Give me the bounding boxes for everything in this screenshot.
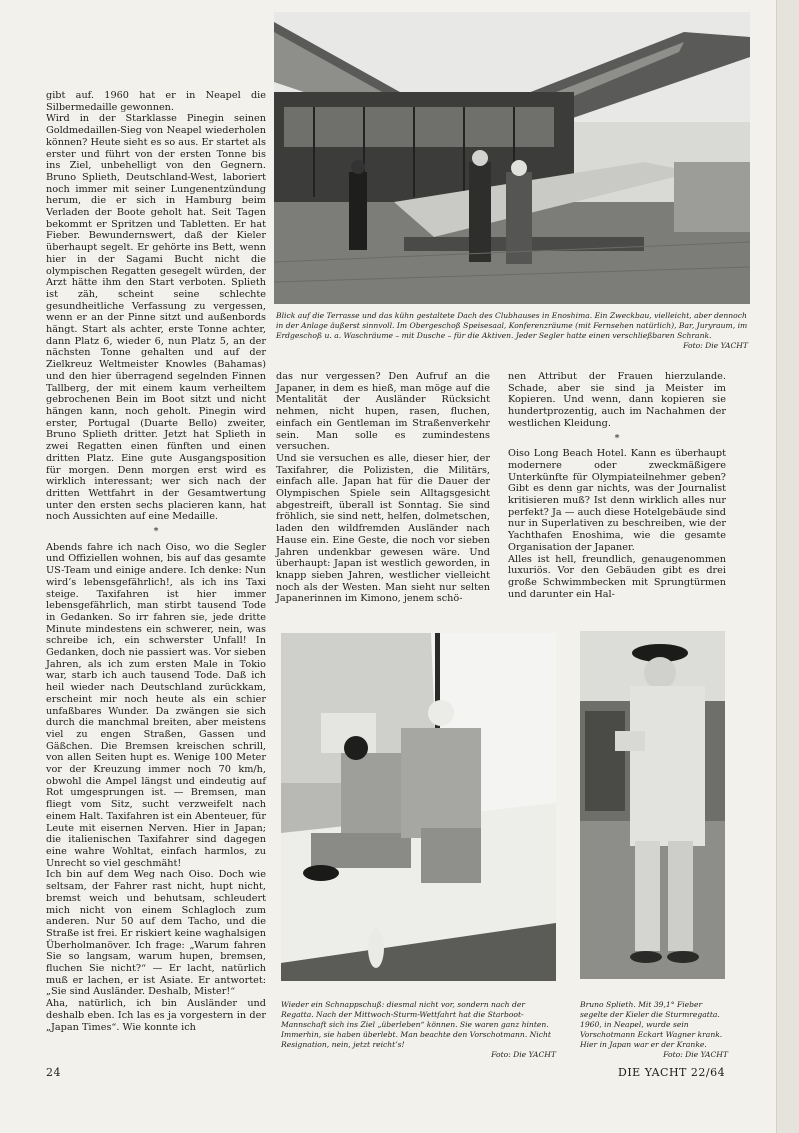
paragraph: Und sie versuchen es alle, dieser hier, der Taxifahrer, die Polizisten, die Militärs, einfach alle. Japan hat für die Dauer der Olympischen Spiele sein Alltagsgesicht abgestreift, überall ist Sonntag. Sie sind fröhlich, sie sind nett, helfen, dolmetschen, laden den wildfremden Ausländer nach Hause ein. Eine Geste, die noch vor sieben Jahren undenkbar gewesen wäre. Und überhaupt: Japan ist westlich geworden, in knapp sieben Jahren, westlicher vielleicht noch als der Westen. Man sieht nur selten Japanerinnen im Kimono, jenem schö-	[276, 452, 490, 605]
section-separator: *	[614, 432, 620, 444]
magazine-issue: DIE YACHT 22/64	[618, 1066, 726, 1079]
splieth-portrait-photo	[580, 631, 725, 979]
article-column-left	[46, 90, 266, 1033]
paragraph: Alles ist hell, freundlich, genaugenommen luxuriös. Vor den Gebäuden gibt es drei große Schwimmbecken mit Sprungtürmen und darunter ein Hal-	[508, 553, 726, 600]
star-boat-caption	[281, 1000, 556, 1060]
article-column-middle	[276, 371, 490, 605]
page-number: 24	[46, 1066, 61, 1079]
page-edge	[776, 0, 799, 1133]
paragraph: gibt auf. 1960 hat er in Neapel die Silbermedaille gewonnen.	[46, 90, 266, 113]
paragraph: Ich bin auf dem Weg nach Oiso. Doch wie seltsam, der Fahrer rast nicht, hupt nicht, bremst weich und behutsam, schleudert mich nicht von einem Schlagloch zum anderen. Nur 50 auf dem Tacho, und die Straße ist frei. Er riskiert keine waghalsigen Überholmanöver. Ich frage: „Warum fahren Sie so langsam, warum hupen, bremsen, fluchen Sie nicht?“ — Er lacht, natürlich muß er lachen, er ist Asiate. Er antwortet: „Sie sind Ausländer. Deshalb, Mister!“	[46, 869, 266, 998]
section-separator: *	[153, 526, 159, 538]
paragraph: Abends fahre ich nach Oiso, wo die Segler und Offiziellen wohnen, bis auf das gesamte US-Team und einige andere. Ich denke: Nun wird’s lebensgefährlich!, als ich ins Taxi steige. Taxifahren ist hier immer lebensgefährlich, man stirbt tausend Tode in Gedanken. So irr fahren sie, jede dritte Minute mindestens ein schwerer, nein, was schreibe ich, ein schwerster Unfall! In Gedanken, doch nie passiert was. Vor sieben Jahren, als ich zum ersten Male in Tokio war, starb ich auch tausend Tode. Daß ich heil wieder nach Deutschland zurückkam, erscheint mir noch heute als ein schier unfaßbares Wunder. Da zwängen sie sich durch die manchmal breiten, aber meistens viel zu engen Straßen, Gassen und Gäßchen. Die Bremsen kreischen schrill, von allen Seiten hupt es. Wenige 100 Meter vor der Kreuzung immer noch 70 km/h, obwohl die Ampel längst und eindeutig auf Rot umgesprungen ist. — Bremsen, man fliegt vom Sitz, sucht verzweifelt nach einem Halt. Taxifahren ist ein Abenteuer, für Leute mit eisernen Nerven. Hier in Japan; die italienischen Taxifahrer sind dagegen eine wahre Wohltat, einfach harmlos, zu Unrecht so viel geschmäht!	[46, 541, 266, 869]
clubhouse-photo	[274, 12, 750, 304]
splieth-portrait-caption-text: Bruno Splieth. Mit 39,1° Fieber segelte der Kieler die Sturmregatta. 1960, in Neapel, wurde sein Vorschotmann Eckart Wagner krank. Hier in Japan war er der Kranke.	[580, 1000, 723, 1049]
paragraph: Wird in der Starklasse Pinegin seinen Goldmedaillen-Sieg von Neapel wiederholen können? Heute sieht es so aus. Er startet als erster und führt von der ersten Tonne bis ins Ziel, unbehelligt von den Gegnern. Bruno Splieth, Deutschland-West, laboriert noch immer mit seiner Lungenentzündung herum, die er sich in Hamburg beim Verladen der Boote geholt hat. Seit Tagen bekommt er Spritzen und Tabletten. Er hat Fieber. Bewundernswert, daß der Kieler überhaupt segelt. Er gehörte ins Bett, wenn hier in der Sagami Bucht nicht die olympischen Regatten gesegelt würden, der Arzt hätte ihm den Start verboten. Splieth ist zäh, scheint seine schlechte gesundheitliche Verfassung zu vergessen, wenn er an der Pinne sitzt und außenbords hängt. Start als achter, erste Tonne achter, dann Platz 6, wieder 6, nun Platz 5, an der nächsten Tonne gehalten und auf der Zielkreuz Weltmeister Knowles (Bahamas) und den hier überragend segelnden Finnen Tallberg, der mit einem kaum verheiltem gebrochenen Bein im Boot sitzt und nicht hängen kann, noch geholt. Pinegin wird erster, Portugal (Duarte Bello) zweiter, Bruno Splieth dritter. Jetzt hat Splieth in zwei Regatten einen fünften und einen dritten Platz. Eine gute Ausgangsposition für morgen. Denn morgen erst wird es wirklich interessant; wer sich nach der dritten Wettfahrt in der Gesamtwertung unter den ersten sechs placieren kann, hat noch Aussichten auf eine Medaille.	[46, 113, 266, 523]
article-column-right	[508, 371, 726, 600]
clubhouse-caption	[276, 311, 748, 351]
splieth-portrait-caption	[580, 1000, 728, 1060]
paragraph: Oiso Long Beach Hotel. Kann es überhaupt modernere oder zweckmäßigere Unterkünfte für Olympiateilnehmer geben? Gibt es denn gar nichts, was der Journalist kritisieren muß? Ist denn wirklich alles nur perfekt? Ja — auch diese Hotelgebäude sind nur in Superlativen zu beschreiben, wie der Yachthafen Enoshima, wie die gesamte Organisation der Japaner.	[508, 448, 726, 553]
clubhouse-photo-credit: Foto: Die YACHT	[683, 341, 748, 350]
splieth-portrait-photo-credit: Foto: Die YACHT	[663, 1050, 728, 1059]
paragraph: nen Attribut der Frauen hierzulande. Schade, aber sie sind ja Meister im Kopieren. Und wenn, dann kopieren sie hundertprozentig, auch im Nachahmen der westlichen Kleidung.	[508, 371, 726, 429]
star-boat-photo-credit: Foto: Die YACHT	[491, 1050, 556, 1059]
paragraph: das nur vergessen? Den Aufruf an die Japaner, in dem es hieß, man möge auf die Mentalität der Ausländer Rücksicht nehmen, nicht hupen, rasen, fluchen, einfach ein Gentleman im Straßenverkehr sein. Man solle es zumindestens versuchen.	[276, 371, 490, 453]
star-boat-caption-text: Wieder ein Schnappschuß: diesmal nicht vor, sondern nach der Regatta. Nach der Mittwoch-Sturm-Wettfahrt hat die Starboot-Mannschaft sich ins Ziel „überleben“ können. Sie waren ganz hinten. Immerhin, sie haben überlebt. Man beachte den Vorschotmann. Nicht Resignation, nein, jetzt reicht’s!	[281, 1000, 551, 1049]
clubhouse-caption-text: Blick auf die Terrasse und das kühn gestaltete Dach des Clubhauses in Enoshima. Ein Zweckbau, vielleicht, aber dennoch in der Anlage äußerst sinnvoll. Im Obergeschoß Speisesaal, Konferenzräume (mit Fernsehen natürlich), Bar, Juryraum, im Erdgeschoß u. a. Waschräume – mit Dusche – für die Aktiven. Jeder Segler hatte einen verschließbaren Schrank.	[276, 311, 748, 340]
paragraph: Aha, natürlich, ich bin Ausländer und deshalb eben. Ich las es ja vorgestern in der „Japan Times“. Wie konnte ich	[46, 998, 266, 1033]
star-boat-photo	[281, 633, 556, 981]
